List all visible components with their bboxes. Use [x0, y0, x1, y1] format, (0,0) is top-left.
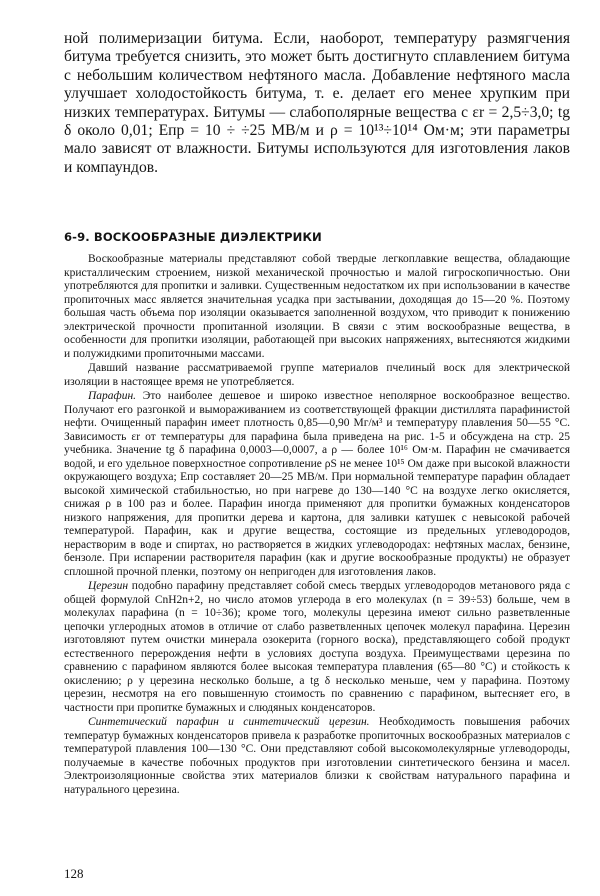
paragraph-synthetic [64, 716, 570, 797]
section-heading: 6-9. ВОСКООБРАЗНЫЕ ДИЭЛЕКТРИКИ [64, 230, 322, 244]
paragraph-lead: Парафин. [88, 390, 137, 402]
top-paragraph: ной полимеризации битума. Если, наоборот, температуру размягчения битума требуется снизить, это может быть достигнуто сплавлением битума с небольшим количеством нефтяного масла. Добавление нефтяного масла улучшает холодостойкость битума, т. е. делает его менее хрупким при низких температурах. Битумы — слабополярные вещества с εr = 2,5÷3,0; tg δ около 0,01; Eпр = 10 ÷ ÷25 МВ/м и ρ = 10¹³÷10¹⁴ Ом·м; эти параметры мало зависят от влажности. Битумы используются для изготовления лаков и компаундов. [64, 30, 570, 176]
section-body [64, 253, 570, 798]
paragraph-beeswax [64, 362, 570, 389]
paragraph-text: Давший название рассматриваемой группе материалов пчелиный воск для электрической изоляции в настоящее время не употребляется. [64, 362, 570, 388]
paragraph-intro [64, 253, 570, 361]
paragraph-text: Воскообразные материалы представляют собой твердые легкоплавкие вещества, обладающие кристаллическим строением, низкой механической прочностью и малой гигроскопичностью. Они употребляются для пропитки и заливки. Существенным недостатком их при использовании в качестве пропиточных масс является значительная усадка при застывании, доходящая до 15—20 %. Поэтому большая часть объема пор изоляции оказывается заполненной воздухом, что приводит к понижению электрической прочности пропитанной изоляции. В связи с этим воскообразные вещества, в особенности для пропитки изоляции, работающей при высоких напряжениях, вытесняются жидкими и полужидкими пропиточными массами. [64, 253, 570, 360]
page-number: 128 [64, 866, 84, 881]
paragraph-text: Это наиболее дешевое и широко известное неполярное воскообразное вещество. Получают его разгонкой и вымораживанием из соответствующей фракции дистиллята парафинистой нефти. Очищенный парафин имеет плотность 0,85—0,90 Мг/м³ и температуру плавления 50—55 °C. Зависимость εr от температуры для парафина была приведена на рис. 1-5 и обсуждена на стр. 25 учебника. Значение tg δ парафина 0,0003—0,0007, а ρ — более 10¹⁶ Ом·м. Парафин не смачивается водой, и его удельное поверхностное сопротивление ρS не менее 10¹⁵ Ом даже при высокой влажности окружающего воздуха; Eпр составляет 20—25 МВ/м. При нормальной температуре парафин обладает высокой химической стабильностью, но при нагреве до 130—140 °C на воздухе легко окисляется, снижая ρ в 100 раз и более. Парафин иногда применяют для пропитки бумажных конденсаторов низкого напряжения, для пропитки дерева и картона, для заливки катушек с невысокой рабочей температурой. Парафин, как и другие вещества, состоящие из предельных углеводородов, нерастворим в воде и спиртах, но растворяется в жидких углеводородах: нефтяных маслах, бензине, бензоле. При испарении растворителя парафин (как и другие воскообразные продукты) не образует сплошной прочной пленки, поэтому он непригоден для изготовления лаков. [64, 390, 570, 578]
paragraph-lead: Церезин [88, 580, 129, 592]
paragraph-text: подобно парафину представляет собой смесь твердых углеводородов метанового ряда с общей формулой CnH2n+2, но число атомов углерода в его молекулах (n = 39÷53) больше, чем в молекулах парафина (n = 10÷36); кроме того, молекулы церезина имеют сильно разветвленные цепочки углеродных атомов в отличие от слабо разветвленных цепочек молекул парафина. Церезин изготовляют путем очистки минерала озокерита (горного воска), представляющего собой продукт естественного перерождения нефти в условиях доступа воздуха. Преимуществами церезина по сравнению с парафином являются более высокая температура плавления (65—80 °C) и стойкость к окислению; ρ у церезина несколько больше, а tg δ несколько меньше, чем у парафина. Поэтому церезин, несмотря на его повышенную стоимость по сравнению с парафином, вытесняет его, в частности при пропитке бумажных и слюдяных конденсаторов. [64, 580, 570, 714]
paragraph-ceresin [64, 580, 570, 715]
paragraph-lead: Синтетический парафин и синтетический церезин. [88, 716, 370, 728]
paragraph-text: Необходимость повышения рабочих температур бумажных конденсаторов привела к разработке пропиточных воскообразных материалов с температурой плавления 100—130 °C. Они представляют собой высокомолекулярные углеводороды, получаемые в качестве побочных продуктов при изготовлении синтетического бензина и масел. Электроизоляционные свойства этих материалов близки к свойствам натурального парафина и натурального церезина. [64, 716, 570, 796]
paragraph-paraffin [64, 390, 570, 579]
